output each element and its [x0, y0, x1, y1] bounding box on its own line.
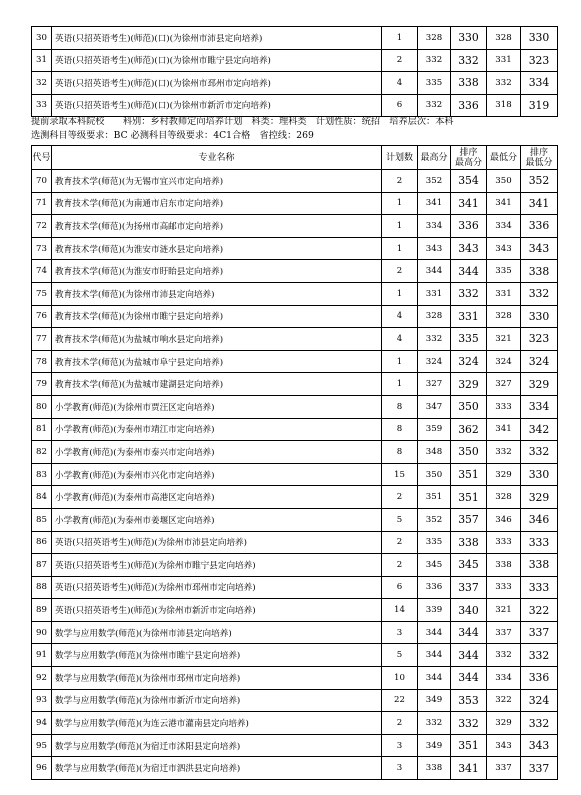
cell-major-name: 小学教育(师范)(为泰州市泰兴市定向培养) [52, 441, 382, 464]
table-row [32, 734, 558, 757]
cell-rank-min: 334 [521, 395, 558, 418]
cell-rank-min: 332 [521, 712, 558, 735]
cell-rank-max: 337 [451, 576, 487, 599]
cell-major-name: 教育技术学(师范)(为盐城市建湖县定向培养) [52, 373, 382, 396]
cell-rank-min: 329 [521, 486, 558, 509]
cell-plan-count: 3 [382, 757, 418, 780]
cell-rank-min: 342 [521, 418, 558, 441]
cell-rank-min: 330 [521, 305, 558, 328]
cell-rank-max: 351 [451, 486, 487, 509]
cell-major-name: 数学与应用数学(师范)(为宿迁市泗洪县定向培养) [52, 757, 382, 780]
table-row [32, 531, 558, 554]
table-body [32, 170, 558, 780]
cell-code: 76 [32, 305, 52, 328]
cell-plan-count: 3 [382, 621, 418, 644]
table-row [32, 621, 558, 644]
cell-max-score: 344 [418, 260, 451, 283]
table-row [32, 27, 558, 50]
cell-rank-max: 350 [451, 395, 487, 418]
cell-major-name: 教育技术学(师范)(为南通市启东市定向培养) [52, 192, 382, 215]
cell-plan-count: 4 [382, 72, 418, 95]
cell-plan-count: 1 [382, 373, 418, 396]
table-row [32, 463, 558, 486]
cell-min-score: 337 [487, 757, 521, 780]
cell-major-name: 小学教育(师范)(为泰州市兴化市定向培养) [52, 463, 382, 486]
cell-rank-min: 336 [521, 215, 558, 238]
table-row [32, 350, 558, 373]
table-row [32, 508, 558, 531]
score-table [31, 145, 558, 780]
cell-major-name: 教育技术学(师范)(为盐城市响水县定向培养) [52, 328, 382, 351]
cell-code: 79 [32, 373, 52, 396]
table-row [32, 689, 558, 712]
cell-min-score: 343 [487, 734, 521, 757]
cell-rank-max: 341 [451, 757, 487, 780]
table-row [32, 260, 558, 283]
table-row [32, 328, 558, 351]
cell-rank-min: 332 [521, 441, 558, 464]
cell-max-score: 351 [418, 486, 451, 509]
cell-major-name: 小学教育(师范)(为泰州市高港区定向培养) [52, 486, 382, 509]
cell-rank-min: 330 [521, 27, 558, 50]
cell-plan-count: 22 [382, 689, 418, 712]
cell-rank-min: 323 [521, 49, 558, 72]
cell-min-score: 332 [487, 72, 521, 95]
cell-plan-count: 1 [382, 282, 418, 305]
cell-plan-count: 14 [382, 599, 418, 622]
cell-plan-count: 2 [382, 531, 418, 554]
cell-rank-max: 344 [451, 260, 487, 283]
header-rank-min-line-1: 排序 [529, 147, 548, 158]
cell-max-score: 341 [418, 192, 451, 215]
cell-rank-min: 352 [521, 170, 558, 193]
cell-major-name: 数学与应用数学(师范)(为宿迁市沭阳县定向培养) [52, 734, 382, 757]
admission-info-line-2: 选测科目等级要求：BC 必测科目等级要求：4C1合格 省控线：269 [31, 129, 314, 141]
header-major-name: 专业名称 [52, 146, 382, 170]
cell-rank-max: 332 [451, 49, 487, 72]
cell-min-score: 341 [487, 192, 521, 215]
cell-max-score: 345 [418, 554, 451, 577]
cell-max-score: 344 [418, 644, 451, 667]
cell-major-name: 教育技术学(师范)(为无锡市宜兴市定向培养) [52, 170, 382, 193]
cell-rank-max: 351 [451, 734, 487, 757]
cell-rank-max: 344 [451, 667, 487, 690]
table-row [32, 418, 558, 441]
cell-rank-min: 333 [521, 576, 558, 599]
continued-score-table [31, 26, 558, 117]
cell-rank-max: 332 [451, 712, 487, 735]
table-row [32, 49, 558, 72]
header-rank-min-line-2: 最低分 [525, 157, 553, 168]
cell-rank-min: 324 [521, 350, 558, 373]
cell-rank-min: 343 [521, 734, 558, 757]
cell-min-score: 332 [487, 644, 521, 667]
cell-code: 88 [32, 576, 52, 599]
cell-plan-count: 1 [382, 237, 418, 260]
continued-table-body [32, 27, 558, 117]
cell-major-name: 英语(只招英语考生)(师范)(为徐州市邳州市定向培养) [52, 576, 382, 599]
cell-max-score: 338 [418, 757, 451, 780]
cell-code: 94 [32, 712, 52, 735]
cell-rank-min: 337 [521, 757, 558, 780]
cell-major-name: 英语(只招英语考生)(师范)(口)(为徐州市新沂市定向培养) [52, 94, 382, 117]
cell-rank-max: 362 [451, 418, 487, 441]
cell-max-score: 332 [418, 712, 451, 735]
cell-max-score: 336 [418, 576, 451, 599]
cell-rank-min: 341 [521, 192, 558, 215]
cell-major-name: 教育技术学(师范)(为徐州市沛县定向培养) [52, 282, 382, 305]
cell-max-score: 332 [418, 94, 451, 117]
cell-rank-max: 343 [451, 237, 487, 260]
cell-plan-count: 3 [382, 734, 418, 757]
cell-code: 74 [32, 260, 52, 283]
cell-rank-max: 335 [451, 328, 487, 351]
cell-code: 86 [32, 531, 52, 554]
cell-rank-max: 340 [451, 599, 487, 622]
cell-min-score: 346 [487, 508, 521, 531]
cell-code: 84 [32, 486, 52, 509]
cell-min-score: 332 [487, 441, 521, 464]
cell-max-score: 347 [418, 395, 451, 418]
cell-plan-count: 5 [382, 644, 418, 667]
cell-major-name: 数学与应用数学(师范)(为徐州市沛县定向培养) [52, 621, 382, 644]
cell-rank-min: 324 [521, 689, 558, 712]
cell-plan-count: 15 [382, 463, 418, 486]
cell-rank-min: 333 [521, 531, 558, 554]
cell-major-name: 教育技术学(师范)(为淮安市涟水县定向培养) [52, 237, 382, 260]
cell-rank-max: 354 [451, 170, 487, 193]
table-row [32, 554, 558, 577]
cell-max-score: 324 [418, 350, 451, 373]
header-rank-max [451, 146, 487, 170]
cell-rank-max: 344 [451, 621, 487, 644]
cell-rank-max: 336 [451, 215, 487, 238]
cell-code: 75 [32, 282, 52, 305]
admission-info [31, 115, 561, 142]
cell-major-name: 数学与应用数学(师范)(为徐州市新沂市定向培养) [52, 689, 382, 712]
cell-major-name: 教育技术学(师范)(为淮安市盱眙县定向培养) [52, 260, 382, 283]
cell-code: 77 [32, 328, 52, 351]
cell-major-name: 数学与应用数学(师范)(为连云港市灌南县定向培养) [52, 712, 382, 735]
cell-min-score: 322 [487, 689, 521, 712]
table-row [32, 170, 558, 193]
cell-max-score: 343 [418, 237, 451, 260]
cell-plan-count: 4 [382, 305, 418, 328]
cell-rank-max: 330 [451, 27, 487, 50]
cell-code: 89 [32, 599, 52, 622]
cell-code: 73 [32, 237, 52, 260]
cell-plan-count: 10 [382, 667, 418, 690]
cell-min-score: 333 [487, 395, 521, 418]
cell-code: 31 [32, 49, 52, 72]
table-row [32, 486, 558, 509]
cell-rank-min: 346 [521, 508, 558, 531]
cell-plan-count: 8 [382, 418, 418, 441]
cell-min-score: 324 [487, 350, 521, 373]
cell-min-score: 334 [487, 667, 521, 690]
table-row [32, 712, 558, 735]
cell-rank-max: 338 [451, 531, 487, 554]
cell-major-name: 数学与应用数学(师范)(为徐州市睢宁县定向培养) [52, 644, 382, 667]
cell-plan-count: 8 [382, 395, 418, 418]
cell-rank-max: 350 [451, 441, 487, 464]
cell-rank-min: 338 [521, 260, 558, 283]
table-row [32, 282, 558, 305]
cell-major-name: 小学教育(师范)(为泰州市姜堰区定向培养) [52, 508, 382, 531]
cell-rank-min: 329 [521, 373, 558, 396]
cell-code: 95 [32, 734, 52, 757]
cell-plan-count: 2 [382, 49, 418, 72]
cell-plan-count: 6 [382, 576, 418, 599]
cell-min-score: 341 [487, 418, 521, 441]
cell-min-score: 328 [487, 486, 521, 509]
cell-plan-count: 1 [382, 215, 418, 238]
cell-max-score: 349 [418, 734, 451, 757]
admission-info-line-1: 提前录取本科院校 科别：乡村教师定向培养计划 科类：理科类 计划性质：统招 培养层次：本科 [31, 116, 454, 127]
cell-rank-max: 324 [451, 350, 487, 373]
cell-min-score: 337 [487, 621, 521, 644]
cell-code: 82 [32, 441, 52, 464]
cell-rank-min: 330 [521, 463, 558, 486]
cell-rank-min: 336 [521, 667, 558, 690]
cell-min-score: 329 [487, 712, 521, 735]
cell-max-score: 328 [418, 305, 451, 328]
cell-plan-count: 2 [382, 712, 418, 735]
table-row [32, 667, 558, 690]
cell-max-score: 359 [418, 418, 451, 441]
cell-rank-max: 336 [451, 94, 487, 117]
cell-rank-min: 343 [521, 237, 558, 260]
cell-min-score: 331 [487, 49, 521, 72]
cell-max-score: 328 [418, 27, 451, 50]
cell-major-name: 英语(只招英语考生)(师范)(为徐州市新沂市定向培养) [52, 599, 382, 622]
table-row [32, 644, 558, 667]
cell-rank-min: 322 [521, 599, 558, 622]
cell-plan-count: 2 [382, 554, 418, 577]
cell-code: 72 [32, 215, 52, 238]
cell-max-score: 352 [418, 508, 451, 531]
cell-code: 81 [32, 418, 52, 441]
cell-plan-count: 2 [382, 260, 418, 283]
cell-major-name: 小学教育(师范)(为泰州市靖江市定向培养) [52, 418, 382, 441]
cell-major-name: 小学教育(师范)(为徐州市贾汪区定向培养) [52, 395, 382, 418]
cell-min-score: 329 [487, 463, 521, 486]
cell-rank-max: 345 [451, 554, 487, 577]
header-max-score: 最高分 [418, 146, 451, 170]
cell-max-score: 332 [418, 328, 451, 351]
cell-max-score: 327 [418, 373, 451, 396]
cell-min-score: 350 [487, 170, 521, 193]
cell-code: 96 [32, 757, 52, 780]
cell-code: 83 [32, 463, 52, 486]
cell-plan-count: 2 [382, 170, 418, 193]
cell-plan-count: 6 [382, 94, 418, 117]
header-rank-min [521, 146, 558, 170]
cell-max-score: 348 [418, 441, 451, 464]
cell-major-name: 英语(只招英语考生)(师范)(为徐州市沛县定向培养) [52, 531, 382, 554]
cell-min-score: 333 [487, 531, 521, 554]
cell-min-score: 333 [487, 576, 521, 599]
cell-rank-max: 353 [451, 689, 487, 712]
cell-max-score: 334 [418, 215, 451, 238]
cell-major-name: 教育技术学(师范)(为盐城市阜宁县定向培养) [52, 350, 382, 373]
cell-max-score: 344 [418, 621, 451, 644]
cell-max-score: 349 [418, 689, 451, 712]
cell-code: 70 [32, 170, 52, 193]
cell-max-score: 335 [418, 72, 451, 95]
header-rank-max-line-1: 排序 [459, 147, 478, 158]
cell-rank-max: 357 [451, 508, 487, 531]
cell-rank-min: 332 [521, 644, 558, 667]
cell-major-name: 英语(只招英语考生)(师范)(为徐州市睢宁县定向培养) [52, 554, 382, 577]
cell-rank-min: 332 [521, 282, 558, 305]
cell-max-score: 335 [418, 531, 451, 554]
table-row [32, 237, 558, 260]
header-rank-max-line-2: 最高分 [454, 157, 482, 168]
table-row [32, 192, 558, 215]
cell-max-score: 352 [418, 170, 451, 193]
table-row [32, 441, 558, 464]
table-row [32, 373, 558, 396]
cell-rank-min: 319 [521, 94, 558, 117]
cell-min-score: 335 [487, 260, 521, 283]
cell-min-score: 338 [487, 554, 521, 577]
cell-max-score: 344 [418, 667, 451, 690]
table-row [32, 94, 558, 117]
cell-code: 90 [32, 621, 52, 644]
cell-min-score: 321 [487, 328, 521, 351]
cell-code: 91 [32, 644, 52, 667]
cell-plan-count: 1 [382, 27, 418, 50]
cell-rank-max: 329 [451, 373, 487, 396]
header-min-score: 最低分 [487, 146, 521, 170]
table-row [32, 215, 558, 238]
header-code: 代号 [32, 146, 52, 170]
cell-rank-max: 351 [451, 463, 487, 486]
cell-min-score: 318 [487, 94, 521, 117]
cell-max-score: 350 [418, 463, 451, 486]
cell-min-score: 328 [487, 27, 521, 50]
table-row [32, 305, 558, 328]
cell-rank-max: 332 [451, 282, 487, 305]
cell-major-name: 英语(只招英语考生)(师范)(口)(为徐州市沛县定向培养) [52, 27, 382, 50]
cell-code: 92 [32, 667, 52, 690]
cell-min-score: 328 [487, 305, 521, 328]
cell-rank-min: 323 [521, 328, 558, 351]
cell-plan-count: 4 [382, 328, 418, 351]
cell-rank-min: 337 [521, 621, 558, 644]
cell-code: 80 [32, 395, 52, 418]
cell-code: 87 [32, 554, 52, 577]
header-plan-count: 计划数 [382, 146, 418, 170]
table-row [32, 72, 558, 95]
cell-code: 78 [32, 350, 52, 373]
cell-major-name: 教育技术学(师范)(为扬州市高邮市定向培养) [52, 215, 382, 238]
cell-rank-min: 338 [521, 554, 558, 577]
cell-major-name: 英语(只招英语考生)(师范)(口)(为徐州市睢宁县定向培养) [52, 49, 382, 72]
table-header-row [32, 146, 558, 170]
cell-max-score: 332 [418, 49, 451, 72]
cell-min-score: 331 [487, 282, 521, 305]
table-row [32, 757, 558, 780]
cell-code: 93 [32, 689, 52, 712]
cell-max-score: 331 [418, 282, 451, 305]
table-row [32, 599, 558, 622]
cell-code: 71 [32, 192, 52, 215]
cell-plan-count: 2 [382, 486, 418, 509]
cell-min-score: 321 [487, 599, 521, 622]
table-row [32, 576, 558, 599]
cell-code: 85 [32, 508, 52, 531]
cell-plan-count: 1 [382, 192, 418, 215]
cell-rank-max: 331 [451, 305, 487, 328]
cell-code: 30 [32, 27, 52, 50]
cell-rank-min: 334 [521, 72, 558, 95]
cell-rank-max: 341 [451, 192, 487, 215]
cell-min-score: 327 [487, 373, 521, 396]
cell-plan-count: 1 [382, 350, 418, 373]
cell-plan-count: 5 [382, 508, 418, 531]
cell-major-name: 教育技术学(师范)(为徐州市睢宁县定向培养) [52, 305, 382, 328]
cell-min-score: 334 [487, 215, 521, 238]
cell-major-name: 数学与应用数学(师范)(为徐州市邳州市定向培养) [52, 667, 382, 690]
cell-rank-max: 338 [451, 72, 487, 95]
cell-code: 33 [32, 94, 52, 117]
cell-code: 32 [32, 72, 52, 95]
cell-min-score: 343 [487, 237, 521, 260]
cell-max-score: 339 [418, 599, 451, 622]
table-row [32, 395, 558, 418]
cell-major-name: 英语(只招英语考生)(师范)(口)(为徐州市邳州市定向培养) [52, 72, 382, 95]
cell-rank-max: 344 [451, 644, 487, 667]
cell-plan-count: 8 [382, 441, 418, 464]
